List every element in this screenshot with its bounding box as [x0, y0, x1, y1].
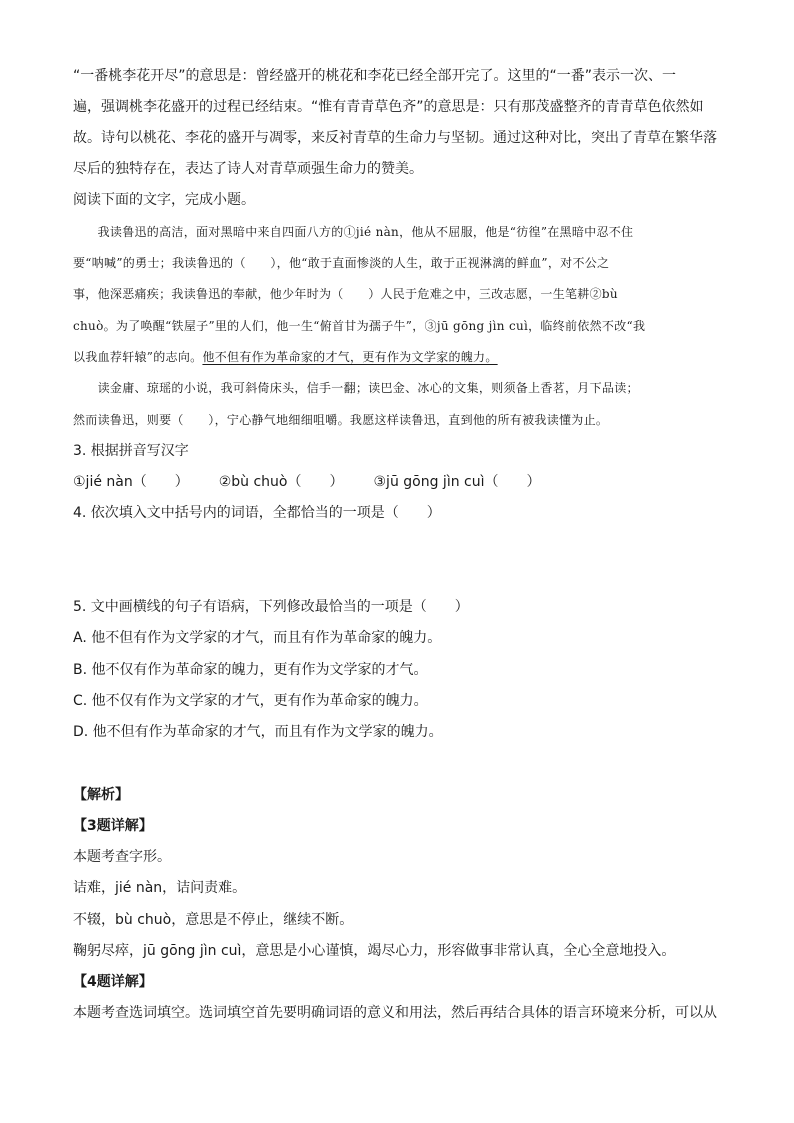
- intro-line: 遍，强调桃李花盛开的过程已经结束。“惟有青青草色齐”的意思是：只有那茂盛整齐的青青草色依然如: [73, 99, 704, 115]
- passage-line: chuò。为了唤醒“铁屋子”里的人们，他一生“俯首甘为孺子牛”，③jū gōng jìn cuì，临终前依然不改“我: [73, 319, 646, 333]
- q4-detail-heading: 【4题详解】: [73, 974, 153, 990]
- option-b: B. 他不仅有作为革命家的魄力，更有作为文学家的才气。: [73, 662, 428, 678]
- underlined-sentence: 他不但有作为革命家的才气，更有作为文学家的魄力。: [202, 350, 498, 364]
- q3-detail-line: 鞠躬尽瘁，jū gōng jìn cuì，意思是小心谨慎，竭尽心力，形容做事非常认真，全心全意地投入。: [73, 943, 676, 959]
- passage-text: 以我血荐轩辕”的志向。: [73, 350, 203, 364]
- intro-line: 故。诗句以桃花、李花的盛开与凋零，来反衬青草的生命力与坚韧。通过这种对比，突出了青草在繁华落: [73, 130, 717, 146]
- option-c: C. 他不仅有作为文学家的才气，更有作为革命家的魄力。: [73, 693, 428, 709]
- passage-line: 我读鲁迅的高洁，面对黑暗中来自四面八方的①jié nàn，他从不屈服，他是“彷徨”在黑暗中忍不住: [73, 225, 634, 239]
- passage-line: 事，他深恶痛疾；我读鲁迅的奉献，他少年时为（ ）人民于危难之中，三改志愿，一生笔耕②bù: [73, 287, 618, 301]
- q3-detail-line: 诘难，jié nàn，诘问责难。: [73, 880, 247, 896]
- analysis-label: 【解析】: [73, 787, 129, 803]
- passage-line: [73, 347, 723, 367]
- reading-instruction: 阅读下面的文字，完成小题。: [73, 192, 255, 208]
- option-d: D. 他不但有作为革命家的才气，而且有作为文学家的魄力。: [73, 724, 443, 740]
- intro-line: 尽后的独特存在，表达了诗人对青草顽强生命力的赞美。: [73, 161, 423, 177]
- q3-detail-line: 本题考查字形。: [73, 849, 171, 865]
- q4-detail-line: 本题考查选词填空。选词填空首先要明确词语的意义和用法，然后再结合具体的语言环境来分析，可以从: [73, 1005, 717, 1021]
- question-3-blanks: [73, 472, 723, 492]
- blank-1: ①jié nàn（ ）: [73, 474, 189, 490]
- option-a: A. 他不但有作为文学家的才气，而且有作为革命家的魄力。: [73, 630, 442, 646]
- question-3-stem: 3. 根据拼音写汉字: [73, 443, 189, 459]
- q3-detail-heading: 【3题详解】: [73, 818, 153, 834]
- question-5-stem: 5. 文中画横线的句子有语病，下列修改最恰当的一项是（ ）: [73, 599, 469, 615]
- passage-line: 要“呐喊”的勇士；我读鲁迅的（ ），他“敢于直面惨淡的人生，敢于正视淋漓的鲜血”，对不公之: [73, 256, 610, 270]
- passage-line: 然而读鲁迅，则要（ ），宁心静气地细细咀嚼。我愿这样读鲁迅，直到他的所有被我读懂为止。: [73, 413, 609, 427]
- q3-detail-line: 不辍，bù chuò，意思是不停止，继续不断。: [73, 912, 354, 928]
- passage-line: 读金庸、琼瑶的小说，我可斜倚床头，信手一翻；读巴金、冰心的文集，则须备上香茗，月下品读；: [73, 381, 639, 395]
- blank-3: ③jū gōng jìn cuì（ ）: [373, 474, 541, 490]
- question-4-stem: 4. 依次填入文中括号内的词语，全都恰当的一项是（ ）: [73, 505, 441, 521]
- blank-2: ②bù chuò（ ）: [218, 474, 344, 490]
- intro-line: “一番桃李花开尽”的意思是：曾经盛开的桃花和李花已经全部开完了。这里的“一番”表示一次、一: [73, 68, 677, 84]
